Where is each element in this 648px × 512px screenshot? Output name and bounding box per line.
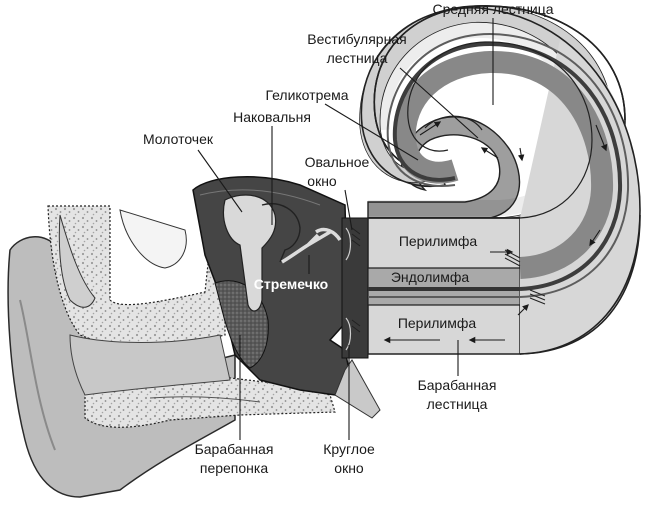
label-oval-window-line2: окно (307, 173, 337, 189)
label-perilymph-lower: Перилимфа (397, 315, 477, 331)
label-scala-vestibuli-line1: Вестибулярная (307, 31, 407, 47)
label-malleus: Молоточек (142, 131, 214, 147)
label-incus: Наковальня (233, 109, 311, 125)
label-round-window-line1: Круглое (323, 441, 375, 457)
label-scala-tympani-line2: лестница (426, 396, 488, 412)
label-stapes: Стремечко (253, 276, 329, 292)
label-perilymph-upper: Перилимфа (398, 233, 478, 249)
label-oval-window-line1: Овальное (304, 154, 370, 170)
label-tympanic-membrane-line2: перепонка (199, 460, 269, 476)
label-endolymph: Эндолимфа (390, 269, 470, 285)
label-round-window-line2: окно (334, 460, 364, 476)
label-scala-vestibuli-line2: лестница (326, 50, 388, 66)
label-helicotrema: Геликотрема (265, 87, 349, 103)
label-scala-media: Средняя лестница (432, 1, 554, 17)
label-tympanic-membrane-line1: Барабанная (194, 441, 274, 457)
label-scala-tympani-line1: Барабанная (417, 377, 497, 393)
